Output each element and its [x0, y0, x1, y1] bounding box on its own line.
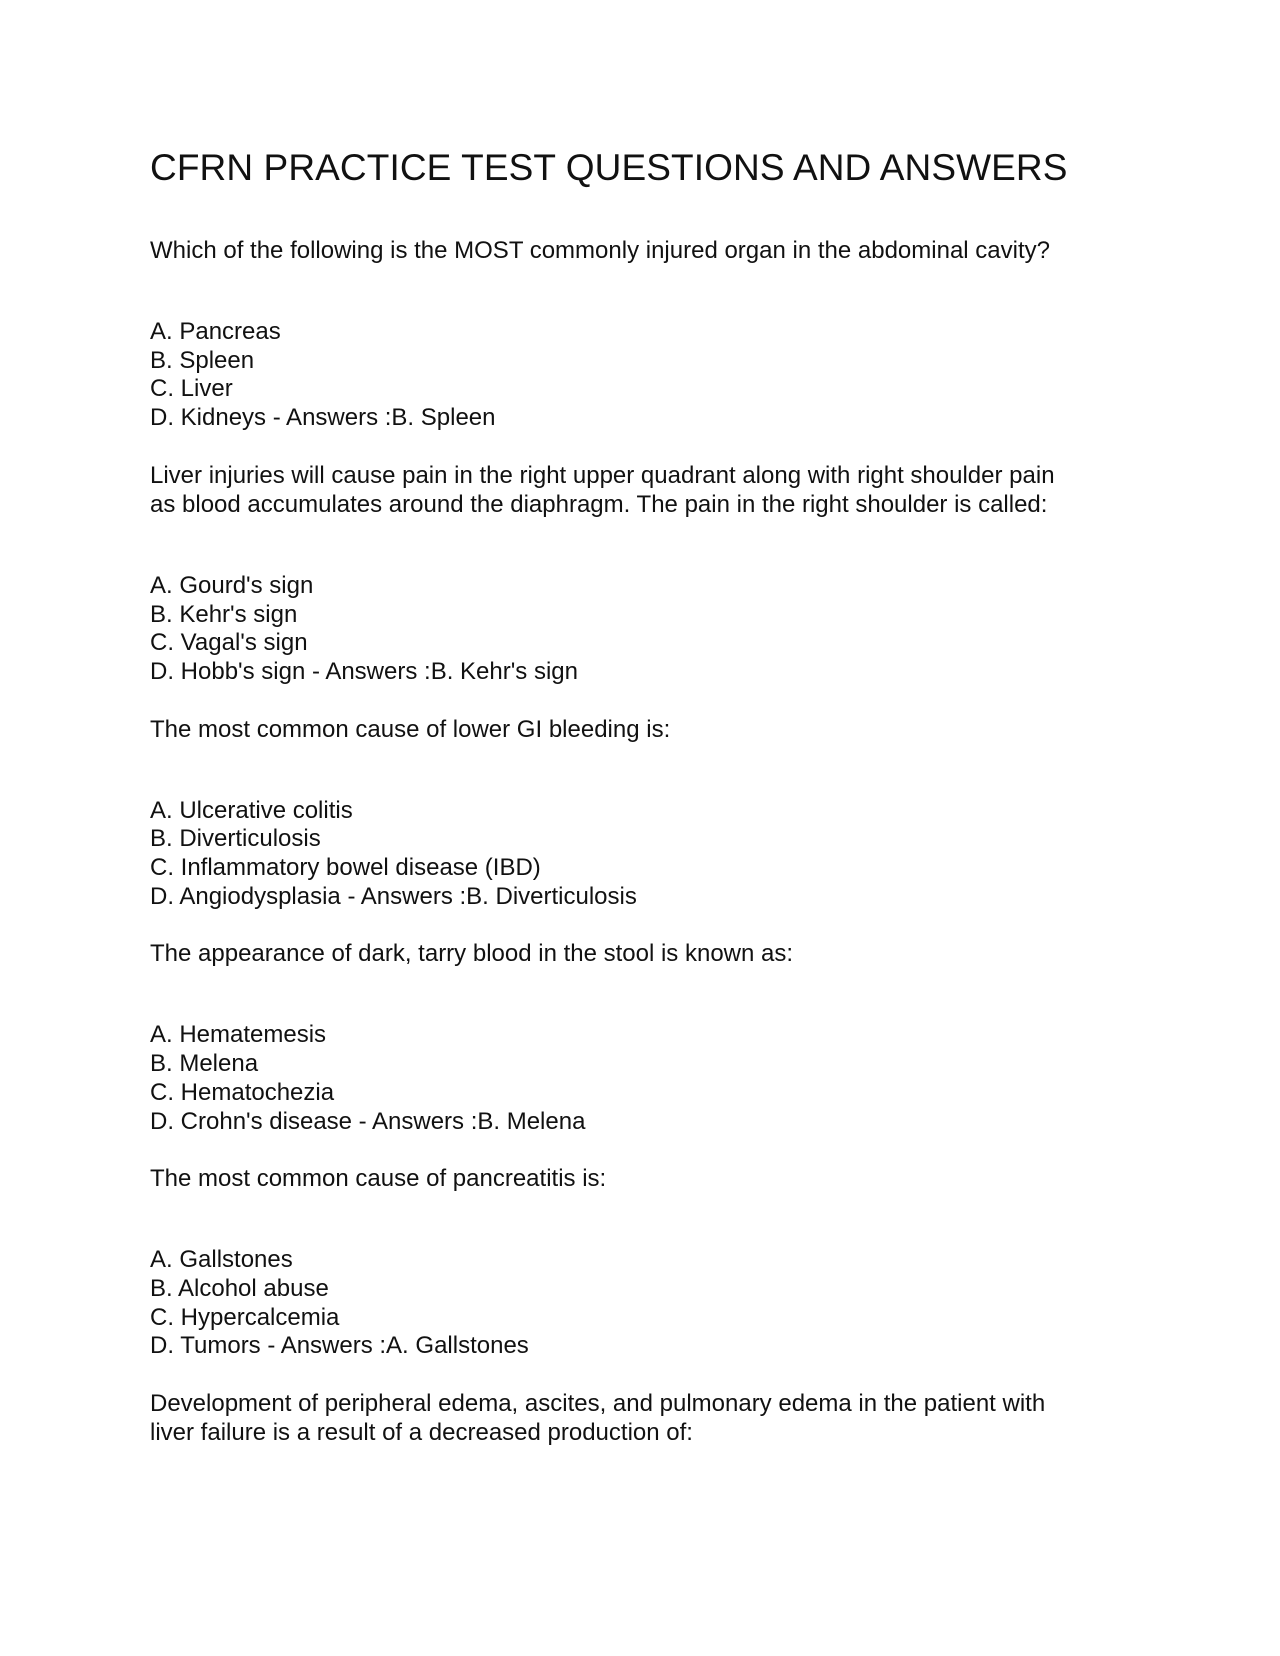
option-c: C. Liver: [150, 375, 233, 403]
answer-options: [150, 1246, 1150, 1361]
answer-options: [150, 572, 1150, 687]
option-d-with-answer: D. Kidneys - Answers :B. Spleen: [150, 404, 496, 432]
option-c: C. Hematochezia: [150, 1078, 335, 1106]
option-b: B. Spleen: [150, 346, 255, 374]
option-a: A. Gourd's sign: [150, 571, 314, 599]
question-text: Development of peripheral edema, ascites, and pulmonary edema in the patient with liver failure is a result of a decreased production of:: [150, 1390, 1046, 1447]
answer-options: [150, 318, 1150, 433]
option-c: C. Hypercalcemia: [150, 1303, 340, 1331]
question-text: Liver injuries will cause pain in the right upper quadrant along with right shoulder pain as blood accumulates around the diaphragm. The pain in the right shoulder is called:: [150, 461, 1055, 518]
option-d-with-answer: D. Tumors - Answers :A. Gallstones: [150, 1332, 529, 1360]
option-a: A. Gallstones: [150, 1246, 293, 1274]
option-b: B. Melena: [150, 1050, 259, 1078]
option-b: B. Alcohol abuse: [150, 1274, 329, 1302]
question-text: The appearance of dark, tarry blood in the stool is known as:: [150, 940, 794, 968]
document-page: [150, 146, 1150, 1447]
option-b: B. Diverticulosis: [150, 825, 321, 853]
option-a: A. Ulcerative colitis: [150, 796, 353, 824]
option-d-with-answer: D. Angiodysplasia - Answers :B. Diverticulosis: [150, 882, 637, 910]
option-a: A. Pancreas: [150, 318, 281, 345]
option-d-with-answer: D. Hobb's sign - Answers :B. Kehr's sign: [150, 657, 579, 685]
option-d-with-answer: D. Crohn's disease - Answers :B. Melena: [150, 1107, 586, 1135]
answer-options: [150, 797, 1150, 912]
answer-options: [150, 1021, 1150, 1136]
question-text: Which of the following is the MOST commonly injured organ in the abdominal cavity?: [150, 237, 1050, 264]
question-text: The most common cause of pancreatitis is:: [150, 1165, 607, 1193]
question-text: The most common cause of lower GI bleeding is:: [150, 715, 671, 743]
document-title: CFRN PRACTICE TEST QUESTIONS AND ANSWERS: [150, 147, 1068, 188]
option-a: A. Hematemesis: [150, 1021, 327, 1049]
option-c: C. Vagal's sign: [150, 629, 308, 657]
option-b: B. Kehr's sign: [150, 600, 298, 628]
option-c: C. Inflammatory bowel disease (IBD): [150, 854, 541, 882]
